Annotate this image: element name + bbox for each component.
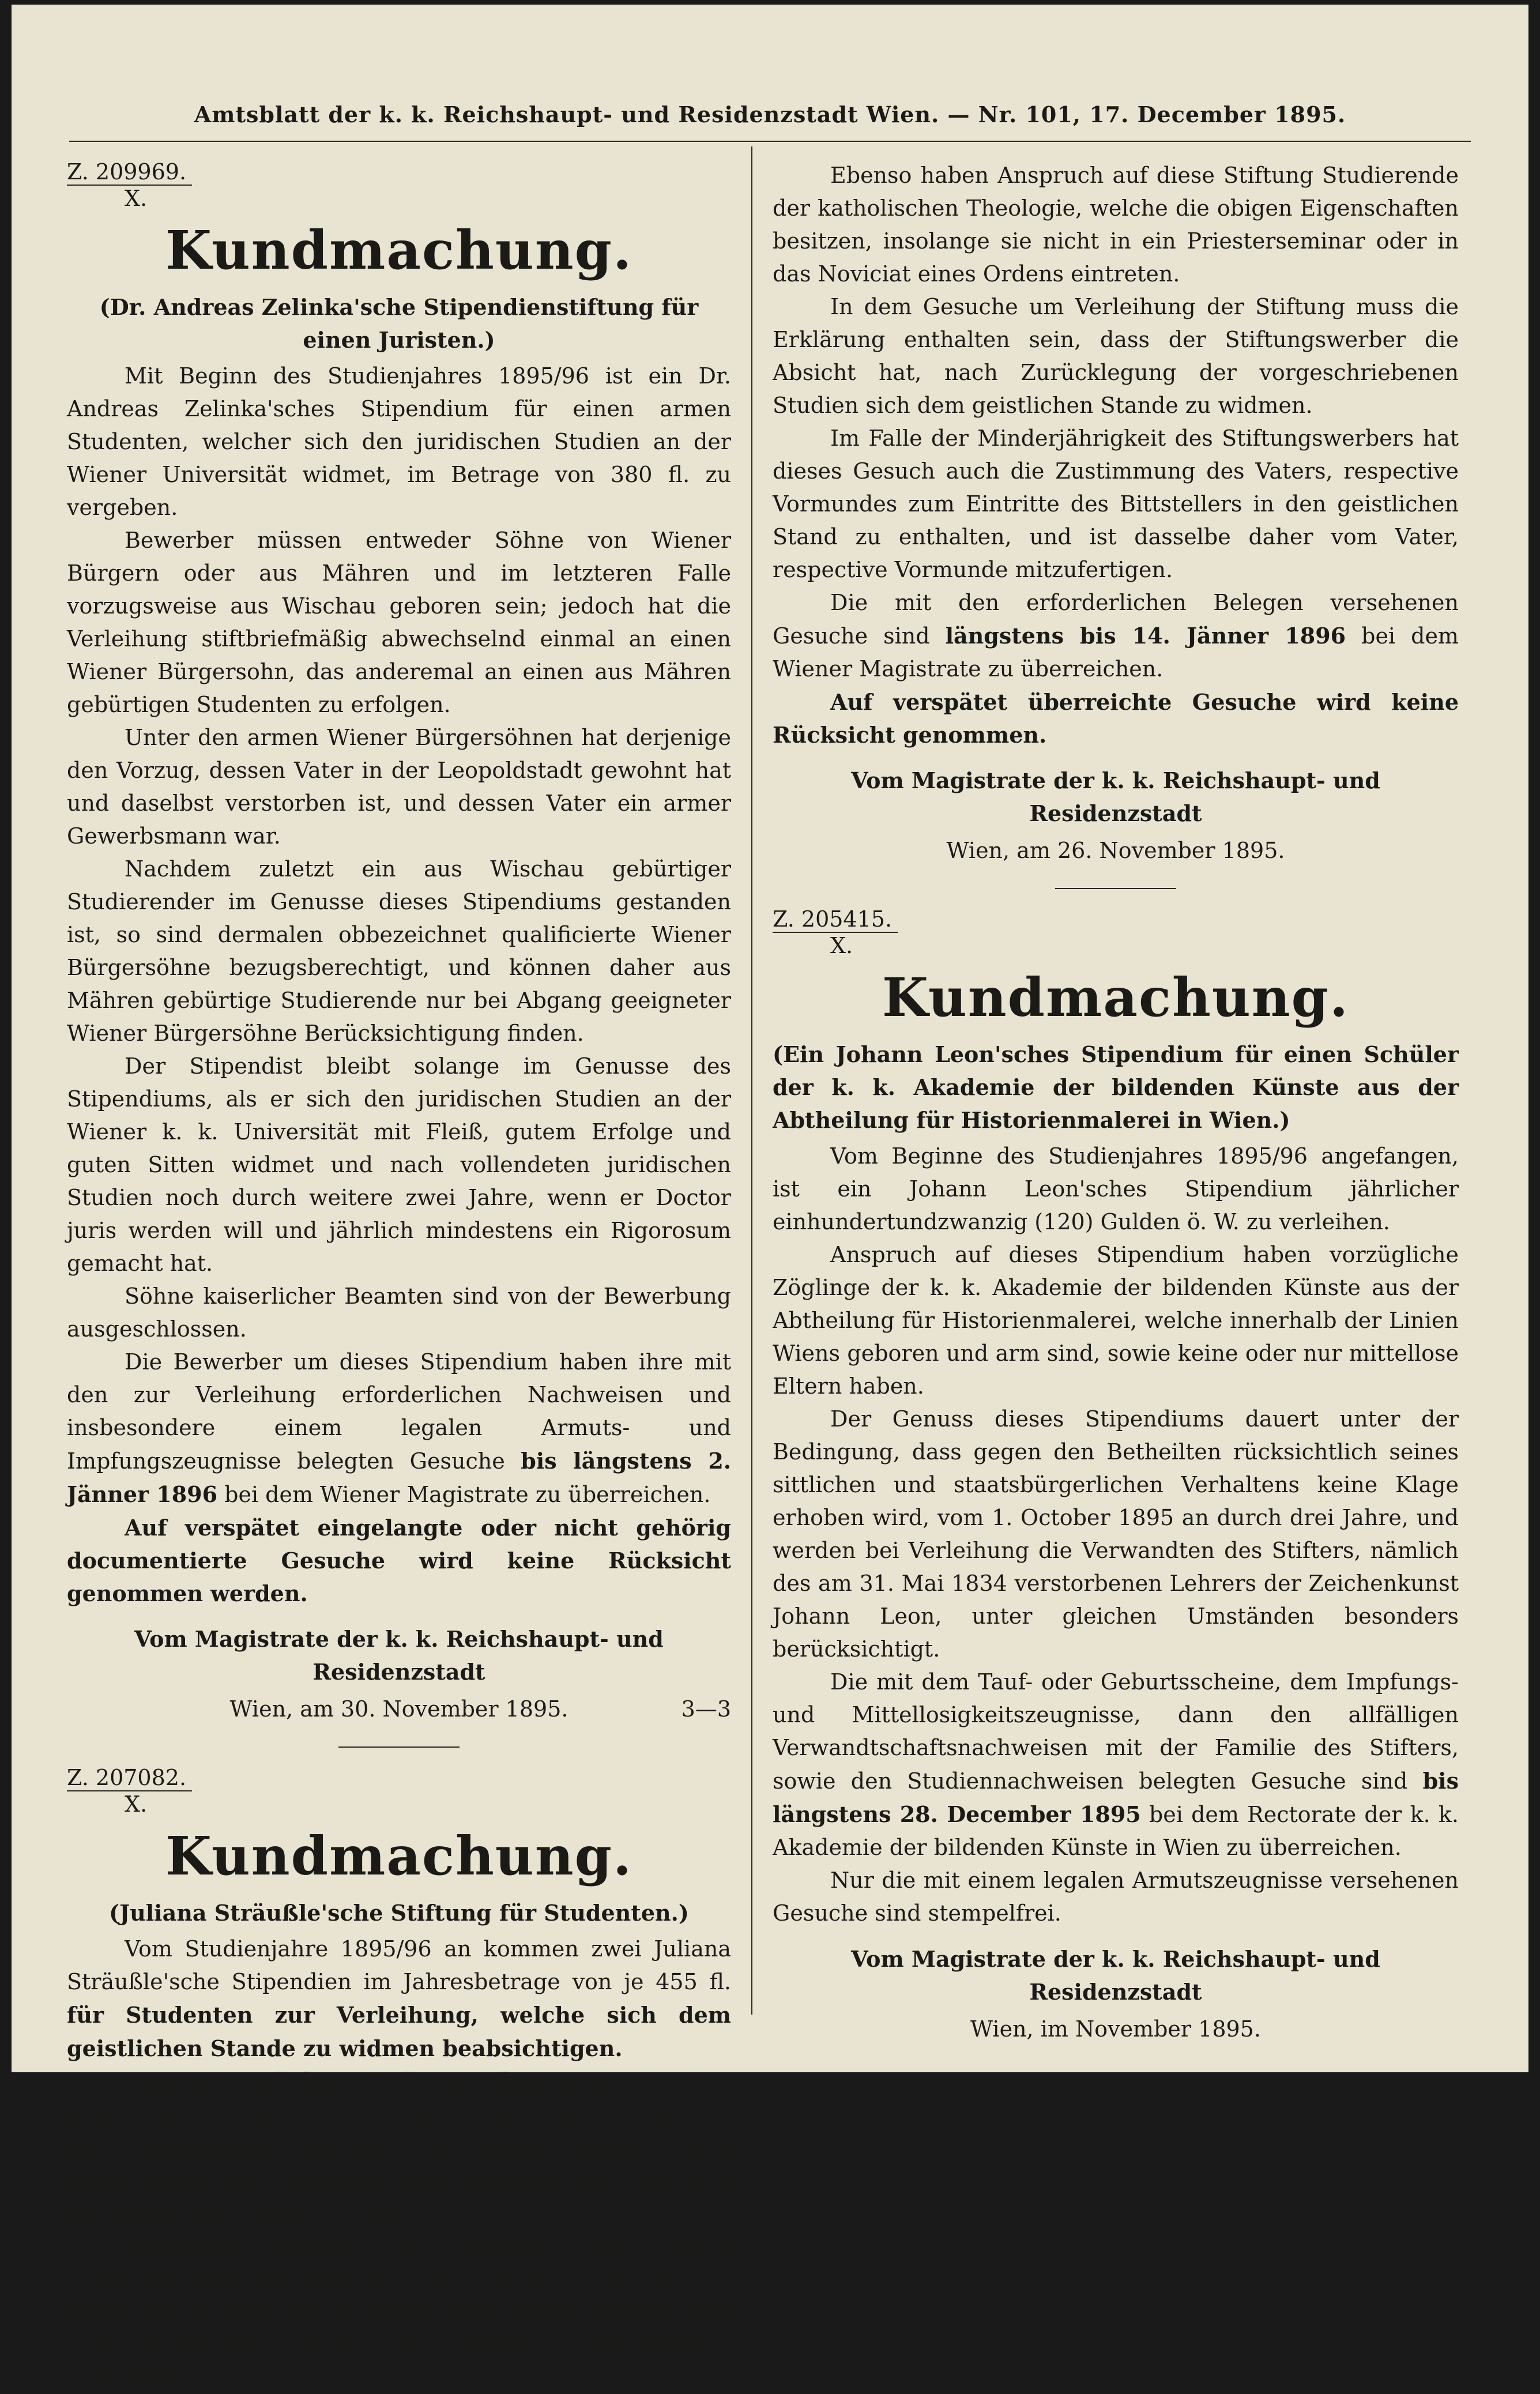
paragraph: Söhne kaiserlicher Beamten sind von der Bewerbung ausgeschlossen. (67, 1283, 731, 1342)
reference-number: Z. 209969. (67, 159, 192, 186)
paragraph: Der Genuss dieses Stipendiums dauert unter der Bedingung, dass gegen den Betheilten rücksichtlich seines sittlichen und staatsbürgerlichen Verhaltens keine Klage erhoben wird, vom 1. October 1895 an durch drei Jahre, und werden bei Verleihung die Verwandten des Stifters, nämlich des am 31. Mai 1834 verstorbenen Lehrers der Zeichenkunst Johann Leon, unter gleichen Umständen besonders berücksichtigt. (773, 1406, 1459, 1662)
notice-subtitle: (Juliana Sträußle'sche Stiftung für Studenten.) (109, 1900, 689, 1926)
notice-zelinka (67, 159, 731, 1726)
place-date: Wien, im November 1895. (970, 2016, 1261, 2042)
warning-paragraph: Auf verspätet eingelangte oder nicht gehörig documentierte Gesuche wird keine Rücksicht genommen werden. (67, 1515, 731, 1606)
notice-leon (773, 906, 1459, 2046)
signature: Vom Magistrate der k. k. Reichshaupt- und Residenzstadt (851, 1946, 1380, 2005)
paragraph: Ebenso haben Anspruch auf diese Stiftung Studierende der katholischen Theologie, welche die obigen Eigenschaften besitzen, insolange sie nicht in ein Priesterseminar oder in das Noviciat eines Ordens eintreten. (773, 163, 1459, 287)
page-header: Amtsblatt der k. k. Reichshaupt- und Residenzstadt Wien. — Nr. 101, 17. December 1895. (194, 101, 1346, 127)
newspaper-page (12, 5, 1528, 2390)
reference-number: Z. 205415. (773, 906, 898, 933)
paragraph: Anspruch auf dieses Stipendium haben vorzügliche Zöglinge der k. k. Akademie der bildenden Künste aus der Abtheilung für Historienmalerei, welche innerhalb der Linien Wiens geboren und arm sind, sowie keine oder nur mittellose Eltern haben. (773, 1242, 1459, 1399)
section-mark: X. (125, 1791, 148, 1817)
section-mark: X. (830, 933, 853, 958)
paragraph: Dieselben müssen ein Zeugnis der ersten Fortgangsclasse beizubringen imstande sein, außerdem im Fleiß und im sittlichen Betragen gute Noten besitzen und ihre Dürftigkeit durch ein legales Armutszeugnis nachweisen. (67, 2233, 731, 2390)
paragraph: In dem Gesuche um Verleihung der Stiftung muss die Erklärung enthalten sein, dass der Stiftungswerber die Absicht hat, nach Zurücklegung der vorgeschriebenen Studien sich dem geistlichen Stande zu widmen. (773, 294, 1459, 418)
paragraph: Die mit den erforderlichen Belegen versehenen Gesuche sind längstens bis 14. Jänner 1896 bei dem Wiener Magistrate zu überreichen. (773, 590, 1459, 682)
paragraph: Anspruch auf diese Stiftung haben arme, in Wien geborene, nach Wien zuständige, katholische Studierende des Gymnasiums, welche die Absicht haben, nach Absolvierung der Gymnasial- und theologischen Studien in den geistlichen Stand zu treten. (67, 2069, 731, 2226)
notice-straeussle-continued (773, 159, 1459, 867)
signature: Vom Magistrate der k. k. Reichshaupt- und Residenzstadt (134, 1626, 664, 1685)
notice-subtitle: (Ein Johann Leon'sches Stipendium für einen Schüler der k. k. Akademie der bildenden Künste aus der Abtheilung für Historienmalerei in Wien.) (773, 1041, 1459, 1133)
warning-paragraph: Auf verspätet überreichte Gesuche wird keine Rücksicht genommen. (773, 689, 1459, 748)
notice-title: Kundmachung. (165, 219, 633, 281)
insertion-number: 3—3 (681, 1696, 731, 1722)
section-mark: X. (125, 186, 148, 211)
paragraph: Bewerber müssen entweder Söhne von Wiener Bürgern oder aus Mähren und im letzteren Falle vorzugsweise aus Wischau geboren sein; jedoch hat die Verleihung stiftbriefmäßig abwechselnd einmal an einen Wiener Bürgersohn, das anderemal an einen aus Mähren gebürtigen Studenten zu erfolgen. (67, 528, 731, 717)
paragraph: Die Bewerber um dieses Stipendium haben ihre mit den zur Verleihung erforderlichen Nachweisen und insbesondere einem legalen Armuts- und Impfungszeugnisse belegten Gesuche bis längstens 2. Jänner 1896 bei dem Wiener Magistrate zu überreichen. (67, 1349, 731, 1507)
paragraph: Vom Beginne des Studienjahres 1895/96 angefangen, ist ein Johann Leon'sches Stipendium jährlicher einhundertundzwanzig (120) Gulden ö. W. zu verleihen. (773, 1143, 1459, 1234)
place-date: Wien, am 30. November 1895. (229, 1696, 568, 1722)
paragraph: Der Stipendist bleibt solange im Genusse des Stipendiums, als er sich den juridischen Studien an der Wiener k. k. Universität mit Fleiß, gutem Erfolge und guten Sitten widmet und nach vollendeten juridischen Studien noch durch weitere zwei Jahre, wenn er Doctor juris werden will und jährlich mindestens ein Rigorosum gemacht hat. (67, 1053, 731, 1276)
deadline: längstens bis 14. Jänner 1896 (945, 623, 1346, 649)
place-date: Wien, am 26. November 1895. (946, 838, 1285, 863)
paragraph: Mit Beginn des Studienjahres 1895/96 ist ein Dr. Andreas Zelinka'sches Stipendium für einen armen Studenten, welcher sich den juridischen Studien an der Wiener Universität widmet, im Betrage von 380 fl. zu vergeben. (67, 363, 731, 520)
paragraph: Im Falle der Minderjährigkeit des Stiftungswerbers hat dieses Gesuch auch die Zustimmung des Vaters, respective Vormundes zum Eintritte des Bittstellers in den geistlichen Stand zu enthalten, und ist dasselbe daher vom Vater, respective Vormunde mitzufertigen. (773, 426, 1459, 582)
paragraph: Nur die mit einem legalen Armutszeugnisse versehenen Gesuche sind stempelfrei. (773, 1868, 1459, 1926)
signature: Vom Magistrate der k. k. Reichshaupt- und Residenzstadt (851, 767, 1380, 826)
notice-subtitle: (Dr. Andreas Zelinka'sche Stipendienstiftung für einen Juristen.) (99, 294, 699, 353)
paragraph: Nachdem zuletzt ein aus Wischau gebürtiger Studierender im Genusse dieses Stipendiums gestanden ist, so sind dermalen obbezeichnet qualificierte Wiener Bürgersöhne bezugsberechtigt, und können daher aus Mähren gebürtige Studierende nur bei Abgang geeigneter Wiener Bürgersöhne Berücksichtigung finden. (67, 856, 731, 1046)
paragraph: Die mit dem Tauf- oder Geburtsscheine, dem Impfungs- und Mittellosigkeitszeugnisse, dann den allfälligen Verwandtschaftsnachweisen mit der Familie des Stifters, sowie den Studiennachweisen belegten Gesuche sind bis längstens 28. December 1895 bei dem Rectorate der k. k. Akademie der bildenden Künste in Wien zu überreichen. (773, 1669, 1459, 1860)
paragraph: Unter den armen Wiener Bürgersöhnen hat derjenige den Vorzug, dessen Vater in der Leopoldstadt gewohnt hat und daselbst verstorben ist, und dessen Vater ein armer Gewerbsmann war. (67, 725, 731, 849)
right-column (773, 159, 1459, 2046)
separator-rule (338, 1746, 460, 1748)
deadline: bis längstens 2. Jänner 1896 (67, 1448, 731, 1507)
separator-rule (1055, 888, 1176, 889)
paragraph: Vom Studienjahre 1895/96 an kommen zwei Juliana Sträußle'sche Stipendien im Jahresbetrage von je 455 fl. für Studenten zur Verleihung, welche sich dem geistlichen Stande zu widmen beabsichtigen. (67, 1936, 731, 2061)
header-rule (69, 141, 1471, 142)
notice-straeussle (67, 1765, 731, 2394)
reference-number: Z. 207082. (67, 1765, 192, 1791)
deadline: bis längstens 28. December 1895 (773, 1768, 1459, 1827)
notice-title: Kundmachung. (165, 1825, 633, 1887)
left-column (67, 159, 731, 2394)
column-divider (751, 146, 752, 2015)
notice-title: Kundmachung. (882, 966, 1350, 1029)
